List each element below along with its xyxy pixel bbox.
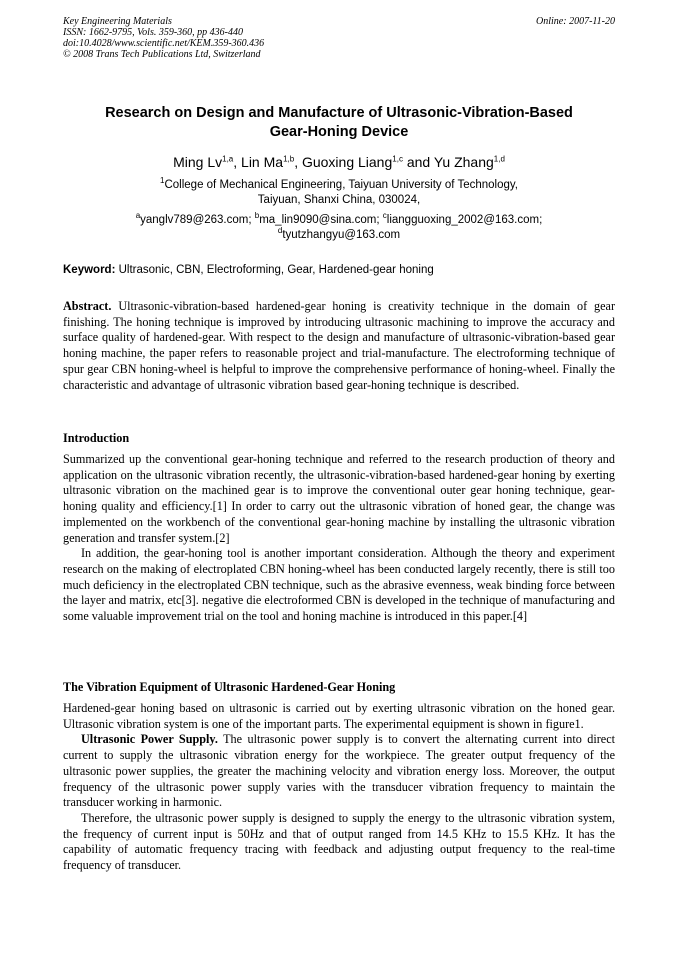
- introduction-paragraph-1: Summarized up the conventional gear-honing technique and referred to the research production of theory and application on the ultrasonic vibration recently, the ultrasonic-vibration-based hardened-gear honing by exerting ultrasonic vibration on the machined gear is to improve the conventional outer gear honing technique, gear-honing quality and efficiency.[1] In order to carry out the ultrasonic vibration of honed gear, the change was implemented on the workbench of the conventional gear-honing machine by installing the ultrasonic vibration generation and transfer system.[2]: [63, 452, 615, 545]
- affiliation-mark: 1: [160, 176, 165, 186]
- keywords: [63, 263, 615, 278]
- vibration-section-heading: The Vibration Equipment of Ultrasonic Hardened-Gear Honing: [63, 680, 396, 694]
- author-affiliation-mark: 1,c: [392, 154, 403, 164]
- keywords-text: Ultrasonic, CBN, Electroforming, Gear, Hardened-gear honing: [118, 264, 434, 276]
- introduction-body: [63, 452, 615, 625]
- author-affiliation-mark: 1,b: [283, 154, 295, 164]
- abstract: [63, 299, 615, 393]
- vibration-paragraph-1: Hardened-gear honing based on ultrasonic is carried out by exerting ultrasonic vibration on the honed gear. Ultrasonic vibration system is one of the important parts. The experimental equipment is shown in figure1.: [63, 701, 615, 731]
- abstract-text: Ultrasonic-vibration-based hardened-gear honing is creativity technique in the domain of gear finishing. The honing technique is improved by introducing ultrasonic machining to improve the accuracy and surface quality of hardened-gear. With respect to the design and manufacture of ultrasonic-vibration-based gear honing machine, the paper refers to reasonable project and trial-manufacture. The electroforming technique of spur gear CBN honing-wheel is helpful to improve the comprehensive performance of honing-wheel. Finally the characteristic and advantage of ultrasonic vibration based gear-honing technique is described.: [63, 299, 615, 392]
- author-list: Ming Lv$^{1,a}$, Lin Ma$^{1,b}$, Guoxing Liang$^{1,c}$ and Yu Zhang$^{1,d}$: [173, 154, 505, 170]
- author-name: Lin Ma: [241, 154, 284, 170]
- author-affiliation-mark: 1,d: [493, 154, 505, 164]
- vibration-section-body: [63, 701, 615, 874]
- journal-name: Key Engineering Materials: [63, 16, 172, 27]
- introduction-paragraph-2: In addition, the gear-honing tool is another important consideration. Although the theory and experiment research on the making of electroplated CBN honing-wheel has been conducted largely recently, there is still too much deficiency in the electroplated CBN technique, such as the abrasive evenness, weak binding force between the layer and matrix, etc[3]. negative die electroformed CBN is developed in the technique of manufacturing and some valuable improvement trial on the tool and honing machine is introduced in this paper.[4]: [63, 546, 615, 624]
- vibration-paragraph-2: The ultrasonic power supply is to convert the alternating current into direct current to supply the ultrasonic vibration energy for the workpiece. The greater output frequency of the ultrasonic power supplies, the greater the machining velocity and vibration energy loss. Moreover, the output frequency of the ultrasonic power supply varies with the transducer vibration frequency to maintain the transducer working in harmonic.: [63, 732, 615, 810]
- affiliation-line-2: Taiyuan, Shanxi China, 030024,: [257, 194, 421, 206]
- journal-doi: doi:10.4028/www.scientific.net/KEM.359-360.436: [63, 38, 265, 49]
- paper-title: [63, 104, 615, 142]
- online-date: Online: 2007-11-20: [536, 16, 615, 27]
- author-name: Guoxing Liang: [301, 154, 393, 170]
- abstract-label: Abstract.: [63, 299, 112, 313]
- journal-header: [63, 16, 615, 60]
- title-line-1: Research on Design and Manufacture of Ultrasonic-Vibration-Based: [105, 105, 573, 121]
- affiliation: [63, 178, 615, 208]
- keywords-label: Keyword:: [63, 264, 116, 276]
- affiliation-line-1: College of Mechanical Engineering, Taiyuan University of Technology,: [164, 179, 518, 191]
- author-name: Yu Zhang: [433, 154, 494, 170]
- email-mark: b: [254, 211, 260, 221]
- email-address: yanglv789@263.com;: [140, 214, 252, 226]
- vibration-paragraph-3: Therefore, the ultrasonic power supply is designed to supply the energy to the ultrasonic vibration system, the frequency of current input is 50Hz and that of output ranged from 14.5 KHz to 15.5 KHz. It has the capability of automatic frequency tracing with feedback and adjusting output frequency to the real-time frequency of transducer.: [63, 810, 615, 873]
- email-address: tyutzhangyu@163.com: [282, 229, 401, 241]
- email-address: liangguoxing_2002@163.com;: [386, 214, 543, 226]
- journal-issn: ISSN: 1662-9795, Vols. 359-360, pp 436-440: [63, 27, 243, 38]
- title-line-2: Gear-Honing Device: [269, 124, 409, 140]
- email-mark: c: [382, 211, 387, 221]
- introduction-heading: Introduction: [63, 431, 130, 445]
- email-address: ma_lin9090@sina.com;: [259, 214, 380, 226]
- author-name: Ming Lv: [173, 154, 223, 170]
- email-mark: a: [135, 211, 141, 221]
- email-list: [63, 213, 615, 243]
- journal-copyright: © 2008 Trans Tech Publications Ltd, Switzerland: [63, 49, 261, 60]
- author-affiliation-mark: 1,a: [222, 154, 234, 164]
- email-mark: d: [277, 226, 283, 236]
- power-supply-label: Ultrasonic Power Supply.: [81, 732, 218, 747]
